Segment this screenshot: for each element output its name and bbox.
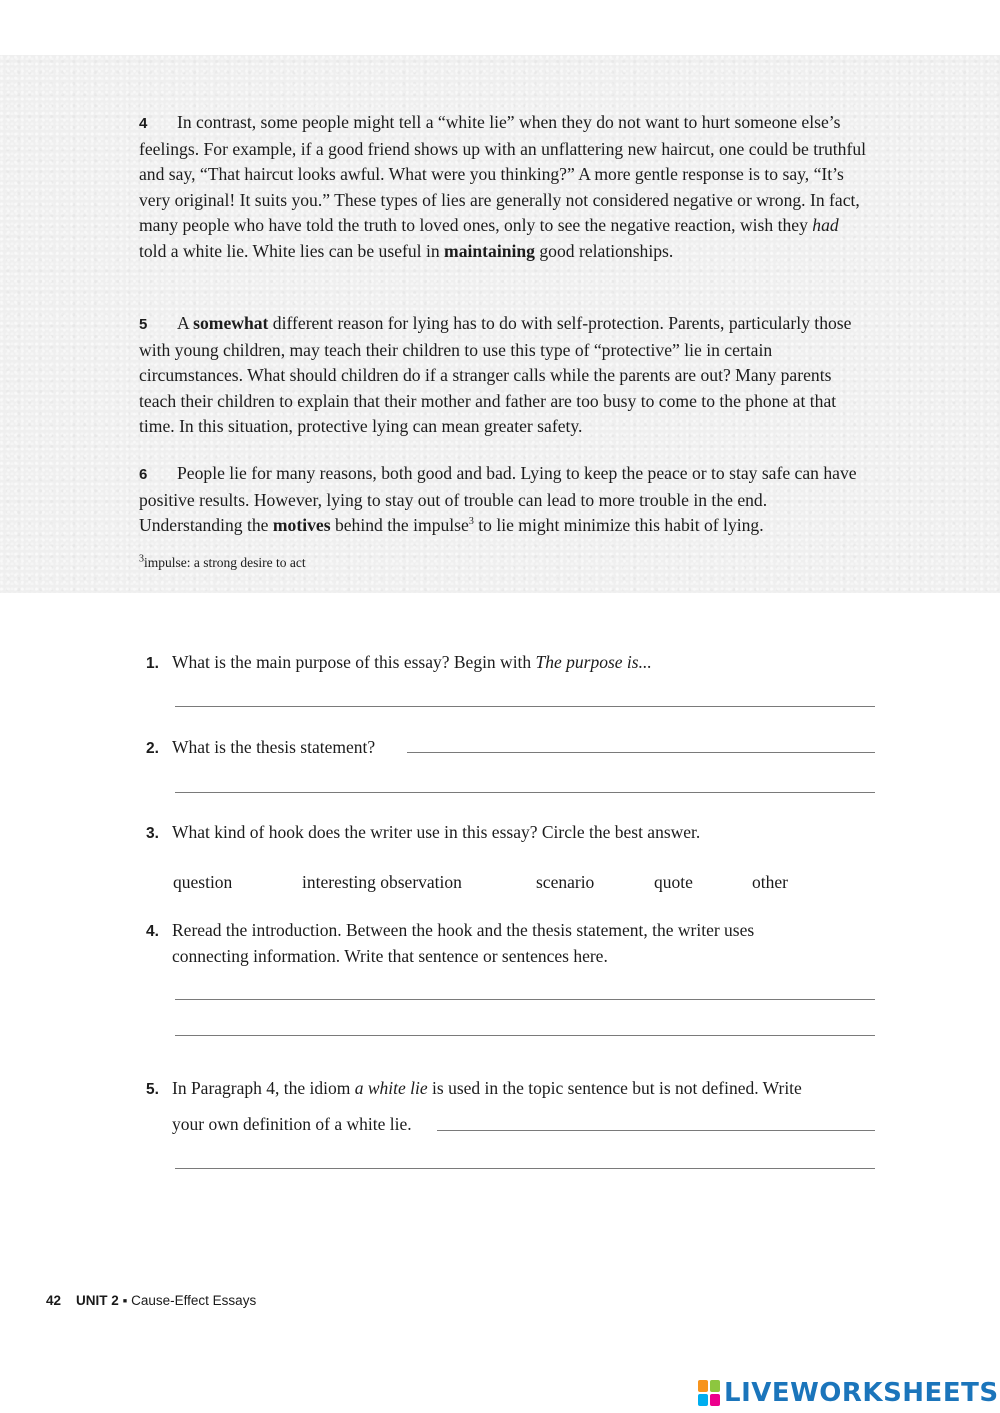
logo-text: LIVEWORKSHEETS	[724, 1378, 999, 1408]
choice-other[interactable]: other	[752, 872, 788, 892]
logo-icon	[698, 1380, 720, 1406]
footnote-text: impulse: a strong desire to act	[144, 555, 306, 570]
question-text: is used in the topic sentence but is not defined. Write	[427, 1078, 802, 1098]
choice-question[interactable]: question	[173, 872, 233, 892]
footnote	[139, 555, 306, 571]
paragraph-text: different reason for lying has to do with self-protection. Parents, particularly those with young children, may teach their children to use this type of “protective” lie in certain circumstances. What should children do if a stranger calls while the parents are out? Many parents teach their children to explain that their mother and father are too busy to come to the phone at that time. In this situation, protective lying can mean greater safety.	[139, 313, 852, 436]
paragraph-text: A	[177, 313, 194, 333]
answer-line-2a[interactable]	[407, 752, 875, 753]
answer-line-4b[interactable]	[175, 1035, 875, 1036]
paragraph-number: 4	[139, 115, 148, 132]
choice-quote[interactable]: quote	[654, 872, 693, 892]
paragraph-text: behind the impulse	[330, 515, 469, 535]
answer-line-2b[interactable]	[175, 792, 875, 793]
paragraph-text: In contrast, some people might tell a “white lie” when they do not want to hurt someone else’s feelings. For example, if a good friend shows up with an unflattering new haircut, one could be truthful and say, “That haircut looks awful. What were you thinking?” A more gentle response is to say, “It’s very original! It suits you.” These types of lies are generally not considered negative or wrong. In fact, many people who have told the truth to loved ones, only to see the negative reaction, wish they	[139, 112, 867, 235]
question-number: 1.	[146, 655, 159, 672]
vocab-word: maintaining	[444, 240, 535, 261]
question-number: 4.	[146, 923, 159, 940]
liveworksheets-logo	[698, 1378, 999, 1408]
paragraph-4	[139, 110, 869, 264]
answer-line-1[interactable]	[175, 706, 875, 707]
paragraph-6	[139, 461, 869, 539]
paragraph-text: good relationships.	[534, 240, 674, 261]
question-text: What is the thesis statement?	[172, 737, 376, 757]
paragraph-number: 5	[139, 316, 148, 333]
idiom: a white lie	[354, 1078, 428, 1098]
question-text: What is the main purpose of this essay? Begin with	[172, 652, 536, 672]
question-text: your own definition of a white lie.	[172, 1114, 412, 1134]
footnote-ref: 3	[468, 516, 474, 528]
question-5	[146, 1076, 876, 1102]
paragraph-text: told a white lie. White lies can be useful in	[139, 240, 445, 261]
question-5-line2	[172, 1112, 902, 1137]
paragraph-text: to lie might minimize this habit of lying.	[473, 515, 764, 535]
footnote-marker: 3	[139, 553, 144, 565]
page-number: 42	[46, 1293, 62, 1308]
question-text: What kind of hook does the writer use in this essay? Circle the best answer.	[172, 822, 701, 842]
question-3	[146, 820, 876, 846]
choice-interesting-observation[interactable]: interesting observation	[302, 872, 462, 892]
sentence-starter: The purpose is...	[535, 652, 652, 672]
question-text: In Paragraph 4, the idiom	[172, 1078, 355, 1098]
question-4	[146, 918, 876, 969]
paragraph-number: 6	[139, 466, 148, 483]
question-text: Reread the introduction. Between the hook and the thesis statement, the writer uses	[172, 920, 755, 940]
page-footer	[46, 1293, 256, 1308]
question-number: 3.	[146, 825, 159, 842]
question-2	[146, 735, 876, 761]
question-number: 5.	[146, 1081, 159, 1098]
answer-line-5a[interactable]	[437, 1130, 875, 1131]
choice-scenario[interactable]: scenario	[536, 872, 595, 892]
question-text: connecting information. Write that sentence or sentences here.	[172, 946, 608, 966]
emphasis: had	[812, 215, 839, 235]
answer-line-4a[interactable]	[175, 999, 875, 1000]
paragraph-text: People lie for many reasons, both good and bad. Lying to keep the peace or to stay safe can have positive results. However, lying to stay out of trouble can lead to more trouble in the end. Understanding the	[139, 463, 857, 535]
paragraph-5	[139, 311, 869, 440]
vocab-word: motives	[272, 515, 331, 535]
question-1	[146, 650, 876, 676]
unit-title: Cause-Effect Essays	[131, 1293, 257, 1308]
unit-label: UNIT 2	[76, 1293, 119, 1308]
answer-line-5b[interactable]	[175, 1168, 875, 1169]
question-number: 2.	[146, 740, 159, 757]
vocab-word: somewhat	[193, 313, 269, 333]
separator: ▪	[122, 1293, 128, 1308]
